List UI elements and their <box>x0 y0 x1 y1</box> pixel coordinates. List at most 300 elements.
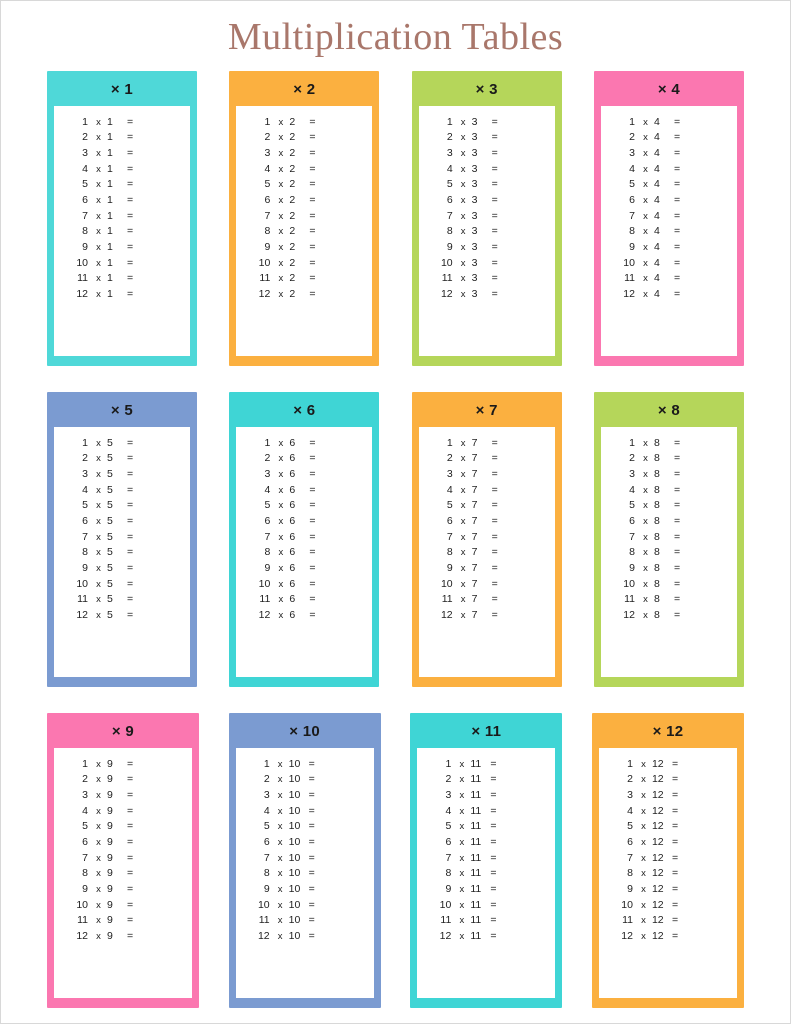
equation-multiplicand: 8 <box>653 436 660 449</box>
equation-multiplier: 2 <box>264 131 271 144</box>
multiply-symbol: x <box>643 594 648 606</box>
equation-row <box>419 177 555 193</box>
equation-multiplier: 12 <box>440 288 453 301</box>
equation-row <box>54 114 190 130</box>
equals-symbol: = <box>671 757 679 770</box>
equation-list <box>236 106 372 356</box>
equals-symbol: = <box>308 788 315 801</box>
equation-multiplier: 11 <box>441 593 453 606</box>
equation-row <box>417 787 555 803</box>
equation-multiplier: 1 <box>82 436 88 449</box>
equation-multiplier: 5 <box>82 178 88 191</box>
equation-row <box>54 161 190 177</box>
equation-multiplicand: 8 <box>653 577 660 590</box>
equation-multiplier: 9 <box>629 562 635 575</box>
equation-multiplier: 8 <box>629 225 635 238</box>
equals-symbol: = <box>491 515 498 528</box>
equation-multiplicand: 5 <box>107 467 113 480</box>
equation-row <box>601 451 737 467</box>
equation-multiplier: 8 <box>264 546 271 559</box>
equation-multiplicand: 10 <box>288 883 301 896</box>
equals-symbol: = <box>491 546 498 559</box>
multiply-symbol: x <box>460 468 466 480</box>
equation-multiplier: 5 <box>629 178 635 191</box>
multiply-symbol: x <box>96 484 101 496</box>
multiply-symbol: x <box>460 226 466 238</box>
equation-multiplier: 1 <box>264 436 271 449</box>
equation-row <box>236 529 372 545</box>
equation-row <box>601 592 737 608</box>
equation-multiplicand: 6 <box>289 436 296 449</box>
equation-multiplicand: 3 <box>471 272 478 285</box>
equals-symbol: = <box>127 225 134 238</box>
equation-row <box>417 897 555 913</box>
equation-multiplicand: 3 <box>471 131 478 144</box>
equals-symbol: = <box>491 209 498 222</box>
equation-multiplier: 4 <box>264 162 271 175</box>
equation-multiplier: 4 <box>446 483 453 496</box>
equals-symbol: = <box>671 867 679 880</box>
multiply-symbol: x <box>460 132 466 144</box>
multiply-symbol: x <box>278 516 284 528</box>
equation-row <box>419 161 555 177</box>
multiply-symbol: x <box>278 242 284 254</box>
multiply-symbol: x <box>277 789 283 801</box>
equals-symbol: = <box>491 562 498 575</box>
equation-row <box>419 482 555 498</box>
equation-row <box>54 545 190 561</box>
equation-row <box>54 929 192 945</box>
equals-symbol: = <box>309 467 316 480</box>
equation-row <box>54 819 192 835</box>
equation-row <box>417 913 555 929</box>
equation-multiplier: 10 <box>623 577 635 590</box>
equation-row <box>54 208 190 224</box>
multiply-symbol: x <box>278 610 284 622</box>
equation-multiplier: 5 <box>445 820 452 833</box>
equation-row <box>236 787 374 803</box>
equation-multiplier: 8 <box>445 867 452 880</box>
multiply-symbol: x <box>278 147 284 159</box>
equation-multiplier: 6 <box>82 836 88 849</box>
equation-multiplicand: 6 <box>289 530 296 543</box>
multiply-symbol: x <box>643 179 648 191</box>
multiply-symbol: x <box>96 437 101 449</box>
multiply-symbol: x <box>460 500 466 512</box>
equation-row <box>601 177 737 193</box>
equals-symbol: = <box>490 914 497 927</box>
equals-symbol: = <box>309 241 316 254</box>
equation-multiplicand: 5 <box>107 609 113 622</box>
equals-symbol: = <box>491 452 498 465</box>
multiply-symbol: x <box>460 610 466 622</box>
equation-row <box>601 498 737 514</box>
equation-multiplier: 1 <box>445 757 452 770</box>
multiply-symbol: x <box>96 774 101 786</box>
equation-multiplicand: 8 <box>653 452 660 465</box>
equation-row <box>236 145 372 161</box>
multiply-symbol: x <box>460 242 466 254</box>
equation-row <box>599 756 737 772</box>
equation-row <box>417 819 555 835</box>
equation-multiplier: 6 <box>446 194 453 207</box>
equals-symbol: = <box>491 272 498 285</box>
equation-multiplicand: 6 <box>289 483 296 496</box>
equals-symbol: = <box>491 499 498 512</box>
equals-symbol: = <box>491 530 498 543</box>
equation-multiplicand: 4 <box>653 162 660 175</box>
equals-symbol: = <box>671 930 679 943</box>
equation-multiplicand: 4 <box>653 146 660 159</box>
equation-row <box>236 435 372 451</box>
equation-multiplicand: 7 <box>471 452 478 465</box>
equation-multiplier: 12 <box>621 930 633 943</box>
multiply-symbol: x <box>643 195 648 207</box>
times-table-card <box>594 392 744 687</box>
multiply-symbol: x <box>96 273 101 285</box>
equation-multiplier: 1 <box>82 115 88 128</box>
equation-multiplicand: 3 <box>471 194 478 207</box>
equation-row <box>599 803 737 819</box>
multiply-symbol: x <box>278 257 284 269</box>
equals-symbol: = <box>309 272 316 285</box>
card-header: × 7 <box>475 402 498 419</box>
card-header: × 2 <box>293 81 316 98</box>
equation-row <box>599 834 737 850</box>
equation-multiplicand: 11 <box>470 867 482 880</box>
equals-symbol: = <box>491 593 498 606</box>
equation-row <box>601 240 737 256</box>
equation-multiplicand: 6 <box>289 467 296 480</box>
multiply-symbol: x <box>643 453 648 465</box>
multiply-symbol: x <box>459 758 465 770</box>
equation-multiplicand: 12 <box>651 836 664 849</box>
multiply-symbol: x <box>278 179 284 191</box>
multiply-symbol: x <box>643 147 648 159</box>
equation-row <box>54 897 192 913</box>
equation-row <box>236 192 372 208</box>
equals-symbol: = <box>127 788 134 801</box>
times-table-card <box>594 71 744 366</box>
multiply-symbol: x <box>278 500 284 512</box>
card-header: × 8 <box>657 402 681 419</box>
equation-multiplicand: 12 <box>651 851 664 864</box>
equation-multiplier: 2 <box>82 452 88 465</box>
equals-symbol: = <box>127 757 134 770</box>
equation-multiplicand: 7 <box>471 546 478 559</box>
equation-multiplicand: 8 <box>653 483 660 496</box>
multiply-symbol: x <box>641 915 646 927</box>
equals-symbol: = <box>308 914 315 927</box>
equation-list <box>599 748 737 998</box>
equation-multiplicand: 6 <box>289 562 296 575</box>
equation-multiplicand: 9 <box>107 898 113 911</box>
equals-symbol: = <box>309 546 316 559</box>
equals-symbol: = <box>308 820 315 833</box>
card-header: × 3 <box>475 81 498 98</box>
equals-symbol: = <box>490 788 497 801</box>
equation-multiplicand: 12 <box>651 883 664 896</box>
equals-symbol: = <box>671 773 679 786</box>
equation-multiplicand: 1 <box>107 146 113 159</box>
equation-multiplicand: 2 <box>289 162 296 175</box>
equals-symbol: = <box>127 115 134 128</box>
equals-symbol: = <box>673 436 681 449</box>
tables-row <box>47 392 744 687</box>
multiply-symbol: x <box>96 899 101 911</box>
equals-symbol: = <box>671 914 679 927</box>
equation-row <box>236 866 374 882</box>
equation-row <box>236 130 372 146</box>
equation-row <box>236 608 372 624</box>
equation-list <box>419 427 555 677</box>
multiply-symbol: x <box>96 147 101 159</box>
equation-row <box>54 192 190 208</box>
equation-multiplicand: 6 <box>289 609 296 622</box>
equation-row <box>601 561 737 577</box>
equation-multiplicand: 6 <box>289 452 296 465</box>
equation-multiplicand: 9 <box>107 867 113 880</box>
equation-multiplicand: 3 <box>471 241 478 254</box>
equation-row <box>54 561 190 577</box>
card-header: × 11 <box>471 723 502 740</box>
multiply-symbol: x <box>459 774 465 786</box>
equation-multiplier: 7 <box>629 530 635 543</box>
multiply-symbol: x <box>460 453 466 465</box>
equation-multiplier: 11 <box>259 593 271 606</box>
equation-row <box>419 513 555 529</box>
equation-multiplicand: 4 <box>653 288 660 301</box>
equation-multiplier: 7 <box>82 530 88 543</box>
equation-row <box>54 498 190 514</box>
multiply-symbol: x <box>278 132 284 144</box>
equals-symbol: = <box>309 256 316 269</box>
equation-row <box>54 866 192 882</box>
equals-symbol: = <box>127 593 134 606</box>
multiply-symbol: x <box>278 437 284 449</box>
equation-multiplicand: 7 <box>471 467 478 480</box>
equation-multiplicand: 1 <box>107 225 113 238</box>
multiply-symbol: x <box>459 837 465 849</box>
equation-list <box>236 748 374 998</box>
equation-multiplier: 6 <box>264 515 271 528</box>
equation-row <box>236 897 374 913</box>
page-title: Multiplication Tables <box>227 16 564 58</box>
equals-symbol: = <box>309 194 316 207</box>
multiply-symbol: x <box>277 868 283 880</box>
equation-multiplicand: 5 <box>107 593 113 606</box>
equation-row <box>236 177 372 193</box>
equation-row <box>599 866 737 882</box>
equation-multiplicand: 6 <box>289 546 296 559</box>
multiply-symbol: x <box>277 758 283 770</box>
equals-symbol: = <box>309 288 316 301</box>
equation-multiplicand: 6 <box>289 577 296 590</box>
equation-multiplier: 9 <box>627 883 633 896</box>
equation-multiplier: 5 <box>627 820 633 833</box>
equation-row <box>419 529 555 545</box>
equation-multiplier: 4 <box>263 804 270 817</box>
multiply-symbol: x <box>96 257 101 269</box>
equation-multiplicand: 1 <box>107 272 113 285</box>
equation-row <box>419 240 555 256</box>
equation-multiplier: 10 <box>623 256 635 269</box>
multiply-symbol: x <box>643 468 648 480</box>
equals-symbol: = <box>491 146 498 159</box>
equals-symbol: = <box>491 162 498 175</box>
equation-multiplier: 4 <box>82 804 88 817</box>
equation-multiplier: 12 <box>258 288 271 301</box>
equals-symbol: = <box>127 773 134 786</box>
equation-row <box>236 545 372 561</box>
equation-multiplier: 9 <box>82 241 88 254</box>
equals-symbol: = <box>127 194 134 207</box>
equals-symbol: = <box>673 146 681 159</box>
equation-row <box>419 224 555 240</box>
equation-multiplier: 12 <box>257 930 270 943</box>
equation-multiplicand: 4 <box>653 194 660 207</box>
multiply-symbol: x <box>96 578 101 590</box>
equals-symbol: = <box>673 272 681 285</box>
equals-symbol: = <box>127 288 134 301</box>
equation-row <box>236 513 372 529</box>
equation-multiplicand: 3 <box>471 256 478 269</box>
equation-multiplier: 2 <box>446 452 453 465</box>
equation-multiplier: 11 <box>77 272 88 285</box>
equation-row <box>236 882 374 898</box>
equation-multiplicand: 4 <box>653 209 660 222</box>
equals-symbol: = <box>309 178 316 191</box>
tables-grid <box>1 65 790 1008</box>
multiply-symbol: x <box>96 594 101 606</box>
equation-row <box>417 882 555 898</box>
equation-multiplicand: 10 <box>288 804 301 817</box>
equation-multiplicand: 11 <box>470 757 482 770</box>
equation-row <box>236 287 372 303</box>
equation-row <box>417 866 555 882</box>
equation-multiplicand: 4 <box>653 241 660 254</box>
equals-symbol: = <box>309 499 316 512</box>
equals-symbol: = <box>673 241 681 254</box>
equation-multiplier: 6 <box>446 515 453 528</box>
equation-multiplicand: 12 <box>651 804 664 817</box>
equation-multiplicand: 7 <box>471 436 478 449</box>
equals-symbol: = <box>308 851 315 864</box>
equals-symbol: = <box>491 131 498 144</box>
multiply-symbol: x <box>641 868 646 880</box>
times-table-card <box>47 392 197 687</box>
equation-multiplier: 1 <box>446 115 453 128</box>
equation-multiplier: 11 <box>624 593 635 606</box>
equation-multiplier: 8 <box>446 225 453 238</box>
equation-row <box>236 592 372 608</box>
multiply-symbol: x <box>643 116 648 128</box>
equals-symbol: = <box>490 773 497 786</box>
equation-row <box>54 482 190 498</box>
equals-symbol: = <box>127 256 134 269</box>
multiply-symbol: x <box>460 547 466 559</box>
multiply-symbol: x <box>459 805 465 817</box>
equation-row <box>601 130 737 146</box>
card-header: × 12 <box>652 723 684 740</box>
multiply-symbol: x <box>278 563 284 575</box>
multiply-symbol: x <box>277 884 283 896</box>
equation-multiplier: 11 <box>258 914 270 927</box>
multiply-symbol: x <box>459 884 465 896</box>
multiply-symbol: x <box>460 531 466 543</box>
equation-multiplier: 10 <box>76 898 88 911</box>
equation-multiplier: 4 <box>629 162 635 175</box>
multiply-symbol: x <box>278 531 284 543</box>
equation-multiplicand: 10 <box>288 757 301 770</box>
equation-multiplicand: 12 <box>651 914 664 927</box>
multiply-symbol: x <box>96 500 101 512</box>
multiply-symbol: x <box>641 758 646 770</box>
equation-multiplier: 3 <box>445 788 452 801</box>
equation-multiplier: 3 <box>629 467 635 480</box>
times-table-card <box>47 71 197 366</box>
equation-multiplier: 5 <box>82 499 88 512</box>
equation-multiplier: 4 <box>264 483 271 496</box>
multiply-symbol: x <box>460 594 466 606</box>
equation-multiplier: 7 <box>445 851 452 864</box>
equals-symbol: = <box>309 530 316 543</box>
equation-multiplicand: 10 <box>288 836 301 849</box>
equation-multiplicand: 7 <box>471 515 478 528</box>
multiply-symbol: x <box>277 837 283 849</box>
equation-row <box>54 913 192 929</box>
equation-multiplier: 5 <box>263 820 270 833</box>
multiply-symbol: x <box>277 852 283 864</box>
equals-symbol: = <box>308 757 315 770</box>
multiply-symbol: x <box>643 516 648 528</box>
equation-multiplier: 2 <box>629 452 635 465</box>
multiply-symbol: x <box>96 195 101 207</box>
equation-multiplicand: 8 <box>653 530 660 543</box>
equation-multiplicand: 5 <box>107 546 113 559</box>
equation-multiplicand: 7 <box>471 562 478 575</box>
equation-multiplicand: 11 <box>470 820 482 833</box>
equals-symbol: = <box>127 146 134 159</box>
equation-multiplier: 4 <box>629 483 635 496</box>
equation-multiplier: 1 <box>629 115 635 128</box>
equation-row <box>601 466 737 482</box>
equation-row <box>601 224 737 240</box>
equals-symbol: = <box>671 898 679 911</box>
equation-multiplicand: 9 <box>107 930 113 943</box>
multiply-symbol: x <box>459 868 465 880</box>
equals-symbol: = <box>491 115 498 128</box>
equation-multiplier: 8 <box>629 546 635 559</box>
equals-symbol: = <box>491 256 498 269</box>
equals-symbol: = <box>127 867 134 880</box>
equation-multiplier: 6 <box>627 836 633 849</box>
equation-multiplier: 12 <box>76 609 88 622</box>
equals-symbol: = <box>491 483 498 496</box>
equals-symbol: = <box>671 836 679 849</box>
multiply-symbol: x <box>459 852 465 864</box>
multiply-symbol: x <box>96 179 101 191</box>
equation-multiplier: 4 <box>82 483 88 496</box>
equation-multiplicand: 1 <box>107 241 113 254</box>
equation-multiplier: 6 <box>445 836 452 849</box>
equation-row <box>54 224 190 240</box>
equation-multiplicand: 5 <box>107 436 113 449</box>
multiply-symbol: x <box>641 821 646 833</box>
equation-multiplier: 8 <box>82 546 88 559</box>
equals-symbol: = <box>127 883 134 896</box>
equation-row <box>419 451 555 467</box>
